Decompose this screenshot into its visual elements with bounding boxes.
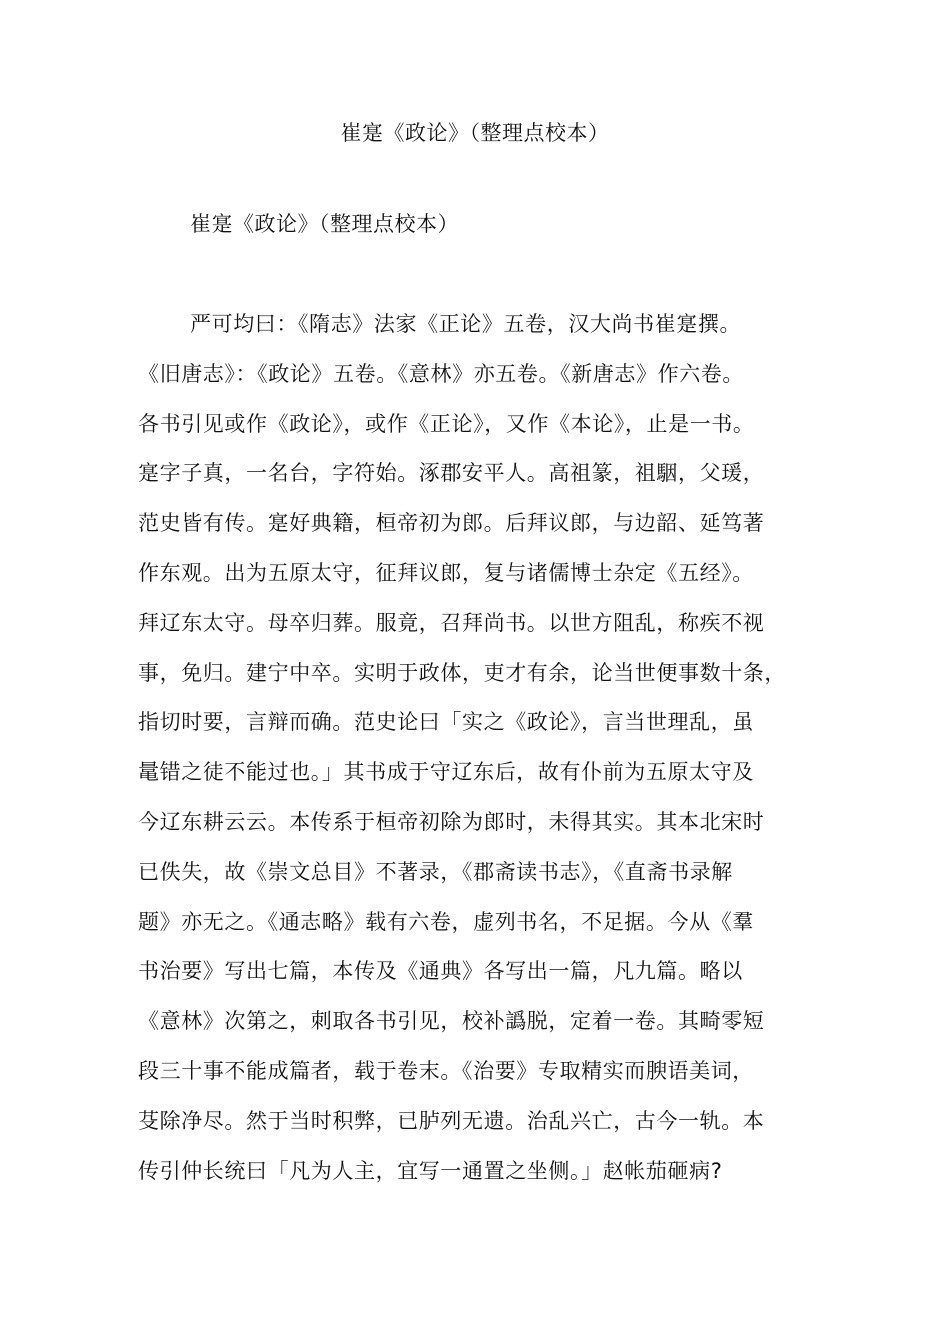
text-line: 已佚失，故《崇文总目》不著录，《郡斋读书志》，《直斋书录解 [138, 859, 733, 884]
text-line: 指切时要，言辩而确。范史论曰「实之《政论》，言当世理乱，虽 [138, 710, 754, 735]
text-line: 范史皆有传。寔好典籍，桓帝初为郎。后拜议郎，与边韶、延笃著 [138, 511, 765, 536]
page-subtitle: 崔寔《政论》（整理点校本） [190, 212, 459, 236]
text-line: 书治要》写出七篇，本传及《通典》各写出一篇，凡九篇。略以 [138, 959, 743, 984]
text-line: 段三十事不能成篇者，载于卷末。《治要》专取精实而腴语美词， [138, 1058, 754, 1083]
text-line: 题》亦无之。《通志略》载有六卷，虚列书名，不足据。今从《羣 [138, 909, 754, 934]
text-line: 严可均曰：《隋志》法家《正论》五卷，汉大尚书崔寔撰。 [190, 312, 742, 336]
text-line: 寔字子真，一名台，字符始。涿郡安平人。高祖篆，祖駰，父瑗， [138, 461, 765, 486]
text-line: 拜辽东太守。母卒归葬。服竟，召拜尚书。以世方阻乱，称疾不视 [138, 610, 765, 635]
page-title: 崔寔《政论》（整理点校本） [340, 121, 610, 145]
body-paragraph [138, 303, 818, 1199]
text-line: 作东观。出为五原太守，征拜议郎，复与诸儒博士杂定《五经》。 [138, 560, 754, 585]
text-line: 事，免归。建宁中卒。实明于政体，吏才有余，论当世便事数十条， [138, 660, 786, 685]
text-line: 鼌错之徒不能过也。」其书成于守辽东后，故有仆前为五原太守及 [138, 760, 754, 785]
text-line: 传引仲长统曰「凡为人主，宜写一通置之坐侧。」赵帐茄砸病? [138, 1158, 723, 1183]
text-line: 芟除净尽。然于当时积弊，已胪列无遗。治乱兴亡，古今一轨。本 [138, 1108, 765, 1133]
text-line: 今辽东耕云云。本传系于桓帝初除为郎时，未得其实。其本北宋时 [138, 809, 765, 834]
text-line: 《意林》次第之，刺取各书引见，校补譌脱，定着一卷。其畸零短 [138, 1009, 765, 1034]
text-line: 各书引见或作《政论》，或作《正论》，又作《本论》，止是一书。 [138, 411, 755, 436]
text-line: 《旧唐志》：《政论》五卷。《意林》亦五卷。《新唐志》作六卷。 [138, 361, 744, 386]
